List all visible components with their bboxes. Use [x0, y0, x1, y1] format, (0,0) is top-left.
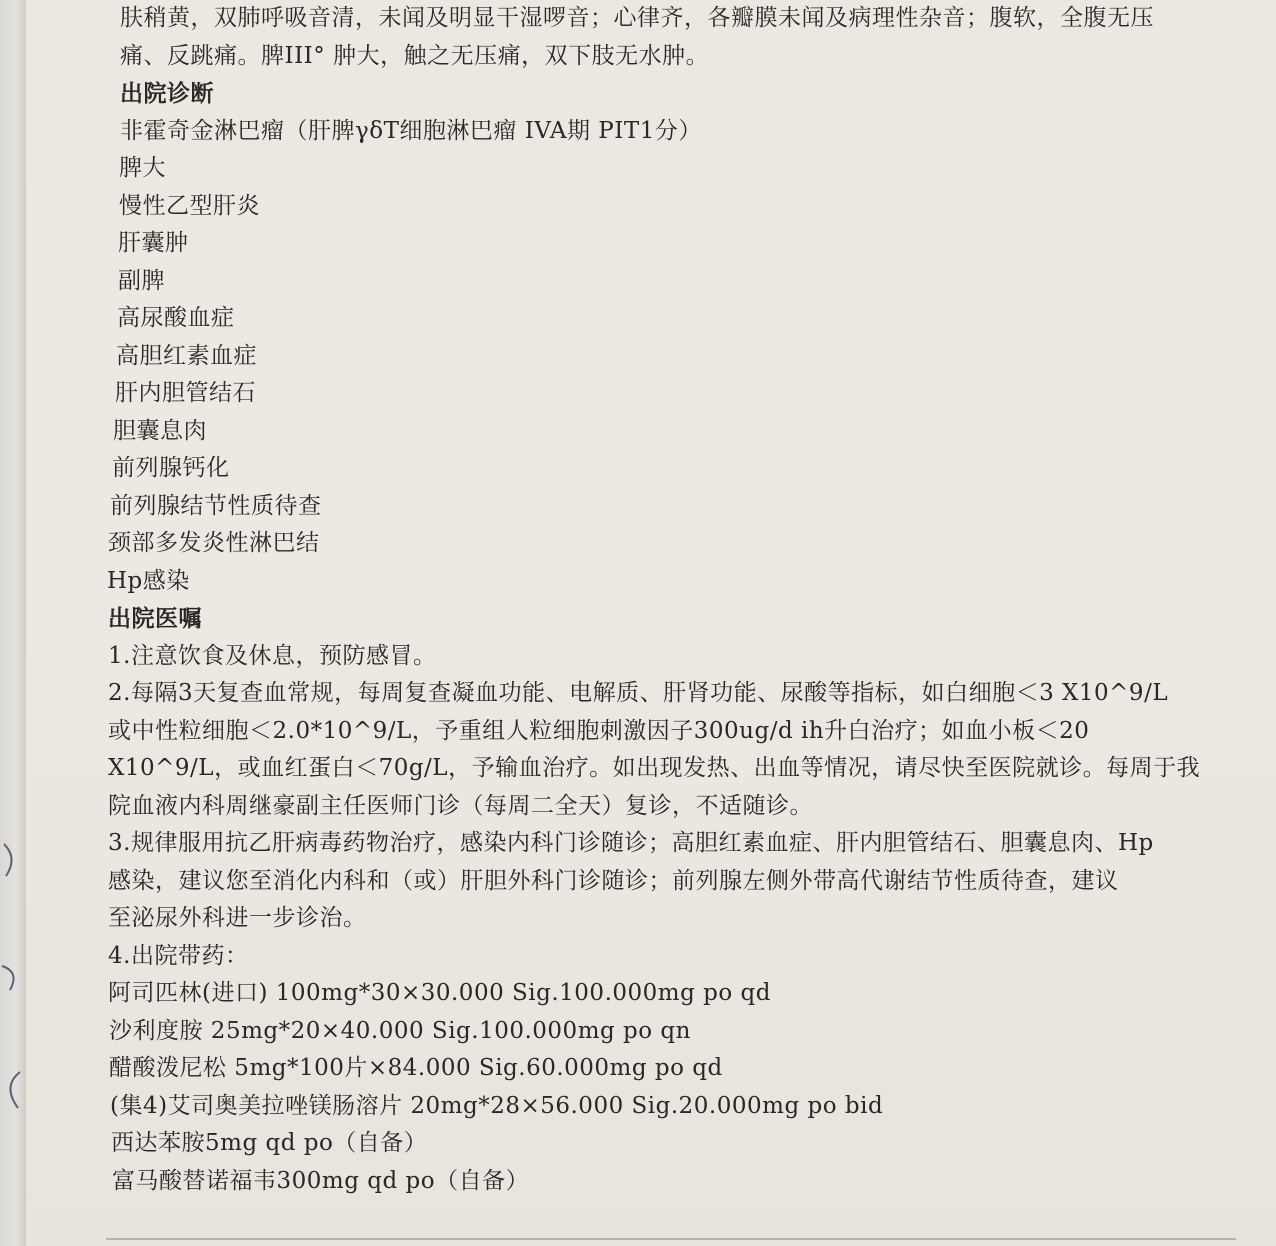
medication-item: 富马酸替诺福韦300mg qd po（自备） — [112, 1167, 530, 1194]
diagnosis-item: 副脾 — [118, 267, 165, 294]
diagnosis-item: 肝囊肿 — [118, 230, 189, 256]
ink-mark — [0, 840, 26, 880]
diagnosis-item: Hp感染 — [107, 567, 190, 594]
section-heading-discharge-orders: 出院医嘱 — [108, 605, 202, 632]
medication-item: 阿司匹林(进口) 100mg*30×30.000 Sig.100.000mg po qd — [108, 980, 771, 1006]
document-page — [26, 0, 1276, 1246]
medication-item: 醋酸泼尼松 5mg*100片×84.000 Sig.60.000mg po qd — [109, 1055, 723, 1081]
ink-mark — [0, 1070, 26, 1110]
order-item: X10^9/L，或血红蛋白＜70g/L，予输血治疗。如出现发热、出血等情况，请尽快至医院就诊。每周于我 — [108, 755, 1201, 781]
order-item: 感染，建议您至消化内科和（或）肝胆外科门诊随诊；前列腺左侧外带高代谢结节性质待查，建议 — [108, 867, 1119, 894]
diagnosis-item: 胆囊息肉 — [113, 417, 207, 444]
order-item: 3.规律服用抗乙肝病毒药物治疗，感染内科门诊随诊；高胆红素血症、肝内胆管结石、胆囊息肉、Hp — [108, 830, 1154, 856]
order-item: 4.出院带药： — [108, 942, 249, 969]
diagnosis-item: 非霍奇金淋巴瘤（肝脾γδT细胞淋巴瘤 IVA期 PIT1分） — [120, 117, 702, 144]
diagnosis-item: 脾大 — [119, 155, 166, 181]
diagnosis-item: 前列腺结节性质待查 — [110, 492, 322, 519]
order-item: 或中性粒细胞＜2.0*10^9/L，予重组人粒细胞刺激因子300ug/d ih升白治疗；如血小板＜20 — [108, 717, 1090, 744]
diagnosis-item: 前列腺钙化 — [112, 455, 230, 481]
order-item: 院血液内科周继豪副主任医师门诊（每周二全天）复诊，不适随诊。 — [108, 792, 813, 819]
diagnosis-item: 高胆红素血症 — [116, 342, 257, 369]
body-text-line: 痛、反跳痛。脾III° 肿大，触之无压痛，双下肢无水肿。 — [120, 42, 710, 69]
order-item: 至泌尿外科进一步诊治。 — [108, 905, 367, 931]
diagnosis-item: 高尿酸血症 — [117, 305, 235, 331]
ink-mark — [0, 960, 26, 1000]
diagnosis-item: 肝内胆管结石 — [115, 380, 256, 406]
medication-item: (集4)艾司奥美拉唑镁肠溶片 20mg*28×56.000 Sig.20.000mg po bid — [110, 1092, 884, 1119]
order-item: 1.注意饮食及休息，预防感冒。 — [108, 642, 437, 669]
document-body — [106, 0, 1201, 1200]
order-item: 2.每隔3天复查血常规，每周复查凝血功能、电解质、肝肾功能、尿酸等指标，如白细胞＜3 X10^9/L — [108, 680, 1169, 706]
medication-item: 西达苯胺5mg qd po（自备） — [111, 1130, 428, 1156]
section-heading-discharge-diagnosis: 出院诊断 — [120, 80, 214, 107]
bottom-divider — [106, 1238, 1236, 1240]
adjacent-page-edge — [0, 0, 27, 1246]
diagnosis-item: 颈部多发炎性淋巴结 — [108, 530, 320, 556]
diagnosis-item: 慢性乙型肝炎 — [119, 192, 260, 219]
medication-item: 沙利度胺 25mg*20×40.000 Sig.100.000mg po qn — [109, 1017, 691, 1044]
body-text-line: 肤稍黄，双肺呼吸音清，未闻及明显干湿啰音；心律齐，各瓣膜未闻及病理性杂音；腹软，全腹无压 — [120, 5, 1154, 31]
